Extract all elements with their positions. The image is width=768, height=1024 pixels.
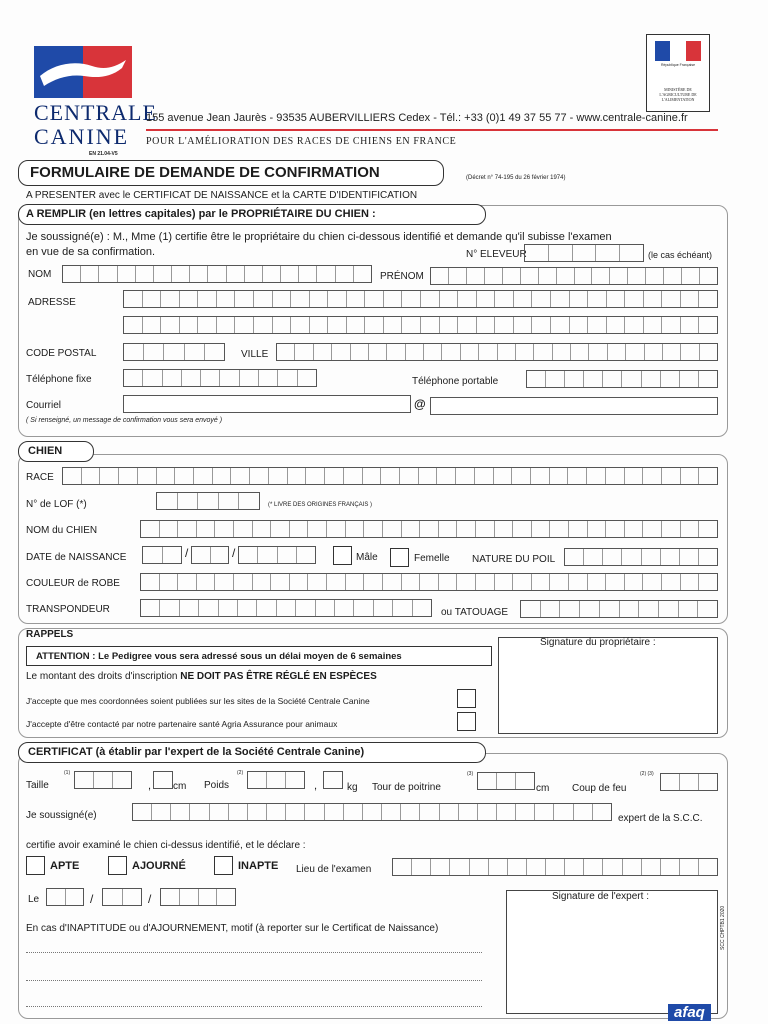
- lieu-examen-field[interactable]: [392, 858, 718, 876]
- tour-unit: cm: [536, 783, 550, 794]
- certificat-heading: CERTIFICAT (à établir par l'expert de la Société Centrale Canine): [28, 746, 365, 758]
- expert-signature-label: Signature de l'expert :: [552, 891, 649, 902]
- adresse-field-line2[interactable]: [123, 316, 718, 334]
- form-code: EN 21.04-V5: [89, 151, 118, 157]
- birth-slash-2: /: [232, 546, 236, 560]
- motif-label: En cas d'INAPTITUDE ou d'AJOURNEMENT, motif (à reporter sur le Certificat de Naissance): [26, 923, 439, 934]
- birth-day-field[interactable]: [142, 546, 182, 564]
- exam-year-field[interactable]: [160, 888, 236, 906]
- attention-text: ATTENTION : Le Pedigree vous sera adressé sous un délai moyen de 6 semaines: [36, 651, 402, 662]
- poids-comma: ,: [314, 780, 318, 792]
- date-naissance-label: DATE de NAISSANCE: [26, 552, 127, 563]
- male-label: Mâle: [356, 552, 378, 563]
- form-subtitle: A PRESENTER avec le CERTIFICAT DE NAISSANCE et la CARTE D'IDENTIFICATION: [26, 190, 418, 201]
- consent-publish-checkbox[interactable]: [457, 689, 476, 708]
- poids-label: Poids: [204, 780, 230, 791]
- exam-slash-2: /: [148, 892, 152, 906]
- code-postal-field[interactable]: [123, 343, 225, 361]
- race-field[interactable]: [62, 467, 718, 485]
- expert-name-field[interactable]: [132, 803, 612, 821]
- poids-unit: kg: [347, 782, 358, 793]
- tel-fixe-label: Téléphone fixe: [26, 374, 92, 385]
- coup-de-feu-label: Coup de feu: [572, 783, 627, 794]
- birth-year-field[interactable]: [238, 546, 316, 564]
- exam-slash-1: /: [90, 892, 94, 906]
- owner-intro-line1: Je soussigné(e) : M., Mme (1) certifie être le propriétaire du chien ci-dessous identifié et demande qu'il subisse l'examen: [26, 231, 612, 243]
- tour-footnote: (3): [467, 771, 474, 777]
- dog-heading: CHIEN: [28, 445, 63, 457]
- brand-line1: CENTRALE: [34, 100, 157, 125]
- taille-label: Taille: [26, 780, 49, 791]
- header-tagline: POUR L'AMÉLIORATION DES RACES DE CHIENS EN FRANCE: [146, 136, 457, 147]
- taille-footnote: (1): [64, 770, 71, 776]
- poids-field[interactable]: [247, 771, 305, 789]
- nature-poil-field[interactable]: [564, 548, 718, 566]
- motif-line-3[interactable]: [26, 1006, 482, 1007]
- side-code: SCC CHPTB1 2020: [720, 905, 726, 950]
- nature-poil-label: NATURE DU POIL: [472, 554, 556, 565]
- owner-signature-label: Signature du propriétaire :: [540, 637, 656, 648]
- lof-note: (* LIVRE DES ORIGINES FRANÇAIS ): [268, 502, 373, 508]
- consent-publish-label: J'accepte que mes coordonnées soient publiées sur les sites de la Société Centrale Canine: [26, 696, 370, 706]
- ministry-republic: République Française: [660, 63, 696, 67]
- certifie-text: certifie avoir examiné le chien ci-dessus identifié, et le déclare :: [26, 840, 306, 851]
- femelle-label: Femelle: [414, 553, 450, 564]
- taille-field[interactable]: [74, 771, 132, 789]
- nom-field[interactable]: [62, 265, 372, 283]
- tatouage-label: ou TATOUAGE: [441, 607, 509, 618]
- tel-portable-label: Téléphone portable: [412, 376, 499, 387]
- apte-checkbox[interactable]: [26, 856, 45, 875]
- ville-field[interactable]: [276, 343, 718, 361]
- lieu-examen-label: Lieu de l'examen: [296, 864, 372, 875]
- exam-day-field[interactable]: [46, 888, 84, 906]
- afaq-logo: afaq: [668, 1004, 711, 1021]
- lof-label: N° de LOF (*): [26, 499, 87, 510]
- tatouage-field[interactable]: [520, 600, 718, 618]
- owner-heading: A REMPLIR (en lettres capitales) par le PROPRIÉTAIRE DU CHIEN :: [26, 208, 376, 220]
- owner-signature-box[interactable]: [498, 637, 718, 734]
- expert-soussigne-label: Je soussigné(e): [26, 810, 97, 821]
- nom-chien-field[interactable]: [140, 520, 718, 538]
- inapte-label: INAPTE: [238, 860, 279, 872]
- decree-ref: (Décret n° 74-195 du 26 février 1974): [466, 175, 566, 181]
- motif-line-2[interactable]: [26, 980, 482, 981]
- breeder-number-field[interactable]: [524, 244, 644, 262]
- adresse-field-line1[interactable]: [123, 290, 718, 308]
- inapte-checkbox[interactable]: [214, 856, 233, 875]
- nom-label: NOM: [28, 269, 52, 280]
- ministry-text: MINISTÈRE DE L'AGRICULTURE DE L'ALIMENTATION: [659, 87, 697, 102]
- adresse-label: ADRESSE: [28, 297, 76, 308]
- male-checkbox[interactable]: [333, 546, 352, 565]
- transpondeur-field[interactable]: [140, 599, 432, 617]
- header-address: 155 avenue Jean Jaurès - 93535 AUBERVILLIERS Cedex - Tél.: +33 (0)1 49 37 55 77 - www.centrale-canine.fr: [146, 112, 688, 124]
- courriel-domain-field[interactable]: [430, 397, 718, 415]
- courriel-label: Courriel: [26, 400, 62, 411]
- ville-label: VILLE: [241, 349, 269, 360]
- birth-month-field[interactable]: [191, 546, 229, 564]
- race-label: RACE: [26, 472, 54, 483]
- breeder-note: (le cas échéant): [648, 250, 713, 260]
- consent-agria-label: J'accepte d'être contacté par notre partenaire santé Agria Assurance pour animaux: [26, 719, 338, 729]
- tour-poitrine-label: Tour de poitrine: [372, 782, 441, 793]
- nom-chien-label: NOM du CHIEN: [26, 525, 98, 536]
- transpondeur-label: TRANSPONDEUR: [26, 604, 110, 615]
- prenom-label: PRÉNOM: [380, 271, 424, 282]
- ajourne-checkbox[interactable]: [108, 856, 127, 875]
- motif-line-1[interactable]: [26, 952, 482, 953]
- at-sign: @: [414, 397, 426, 411]
- apte-label: APTE: [50, 860, 80, 872]
- couleur-robe-field[interactable]: [140, 573, 718, 591]
- form-title: FORMULAIRE DE DEMANDE DE CONFIRMATION: [30, 164, 380, 181]
- exam-date-label: Le: [28, 894, 40, 905]
- taille-comma: ,: [148, 780, 152, 792]
- prenom-field[interactable]: [430, 267, 718, 285]
- courriel-user-field[interactable]: [123, 395, 411, 413]
- payment-note: [26, 671, 377, 682]
- ministry-logo: [646, 34, 710, 112]
- tour-poitrine-field[interactable]: [477, 772, 535, 790]
- rappels-heading: RAPPELS: [26, 629, 74, 640]
- poids-footnote: (2): [237, 770, 244, 776]
- payment-note-bold: NE DOIT PAS ÊTRE RÉGLÉ EN ESPÈCES: [180, 671, 377, 682]
- exam-month-field[interactable]: [102, 888, 142, 906]
- header-divider: [146, 129, 718, 131]
- taille-unit: cm: [173, 781, 187, 792]
- tel-fixe-field[interactable]: [123, 369, 317, 387]
- taille-decimal-field[interactable]: [153, 771, 173, 789]
- tel-portable-field[interactable]: [526, 370, 718, 388]
- couleur-robe-label: COULEUR de ROBE: [26, 578, 120, 589]
- expert-scc-label: expert de la S.C.C.: [618, 813, 703, 824]
- lof-field[interactable]: [156, 492, 260, 510]
- consent-agria-checkbox[interactable]: [457, 712, 476, 731]
- code-postal-label: CODE POSTAL: [26, 348, 97, 359]
- payment-note-prefix: Le montant des droits d'inscription: [26, 671, 181, 682]
- brand-line2: CANINE: [34, 124, 130, 149]
- poids-decimal-field[interactable]: [323, 771, 343, 789]
- coup-de-feu-field[interactable]: [660, 773, 718, 791]
- coup-footnote: (2) (3): [640, 771, 654, 777]
- ajourne-label: AJOURNÉ: [132, 860, 186, 872]
- birth-slash-1: /: [185, 546, 189, 560]
- expert-signature-box[interactable]: [506, 890, 718, 1014]
- femelle-checkbox[interactable]: [390, 548, 409, 567]
- email-note: ( Si renseigné, un message de confirmation vous sera envoyé ): [26, 417, 223, 424]
- breeder-label: N° ELEVEUR: [466, 249, 527, 260]
- centrale-canine-logo: [34, 46, 132, 98]
- owner-intro-line2: en vue de sa confirmation.: [26, 246, 156, 258]
